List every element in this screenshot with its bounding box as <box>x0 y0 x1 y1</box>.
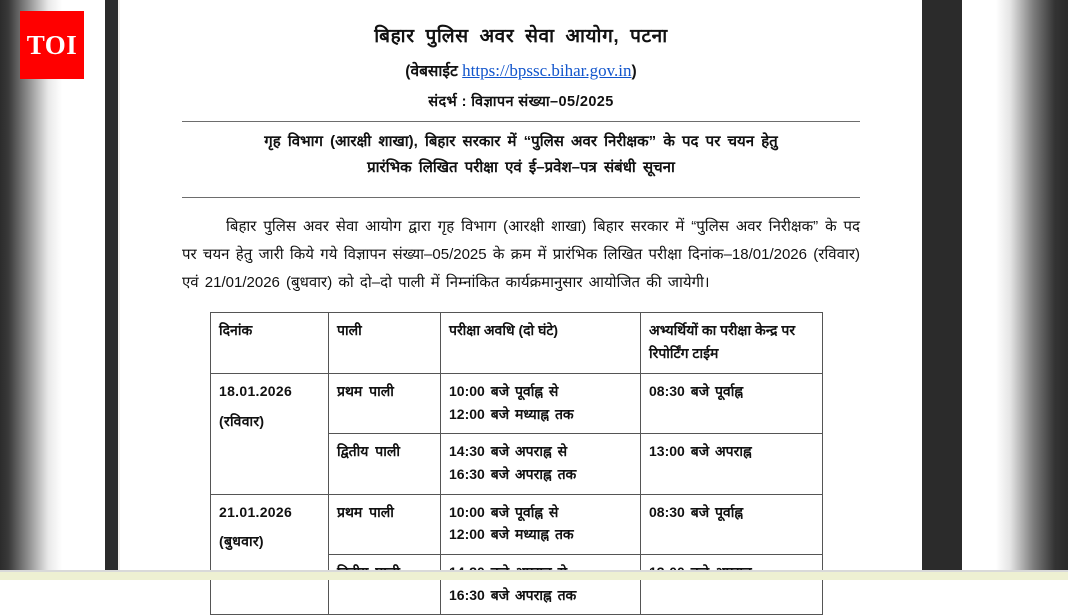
subject-heading <box>182 122 860 188</box>
viewer-edge-shade-left <box>0 0 62 580</box>
table-header <box>211 313 823 374</box>
column-header-reporting-line2: पर रिपोर्टिंग टाईम <box>649 322 796 361</box>
cell-duration-1-1 <box>441 555 641 615</box>
table-header-row <box>211 313 823 374</box>
cell-shift-1-1 <box>329 555 441 615</box>
cell-duration-0-1 <box>441 434 641 494</box>
cell-shift-0-0: प्रथम पाली <box>329 374 441 434</box>
column-header-reporting-line1: अभ्यर्थियों का परीक्षा केन्द्र <box>649 322 778 339</box>
duration-line2-0-0: 12:00 बजे मध्याह्न तक <box>449 405 574 422</box>
subject-line-1: गृह विभाग (आरक्षी शाखा), बिहार सरकार में “पुलिस अवर निरीक्षक” के पद पर चयन हेतु <box>264 133 778 150</box>
website-prefix-label: (वेबसाईट <box>405 63 463 80</box>
cell-duration-1-0 <box>441 494 641 554</box>
bottom-accent-strip <box>0 572 1068 580</box>
reference-line: संदर्भ : विज्ञापन संख्या–05/2025 <box>428 94 614 110</box>
cell-date-1 <box>211 494 329 615</box>
duration-line2-1-1: 16:30 बजे अपराह्न तक <box>449 586 577 603</box>
page-gutter-hairline <box>118 0 120 574</box>
body-paragraph: बिहार पुलिस अवर सेवा आयोग द्वारा गृह विभाग (आरक्षी शाखा) बिहार सरकार में “पुलिस अवर निरीक्षक” के पद पर चयन हेतु जारी किये गये विज्ञापन संख्या–05/2025 के क्रम में प्रारंभिक लिखित परीक्षा दिनांक–18/01/2026 (रविवार) एवं 21/01/2026 (बुधवार) को दो–दो पाली में निम्नांकित कार्यक्रमानुसार आयोजित की जायेगी। <box>182 217 860 291</box>
cell-date-0 <box>211 374 329 495</box>
document-page <box>120 0 922 603</box>
cell-reporting-0-1: 13:00 बजे अपराह्न <box>641 434 823 494</box>
duration-line1-0-1: 14:30 बजे अपराह्न से <box>449 443 568 460</box>
website-line <box>182 59 860 81</box>
column-header-duration: परीक्षा अवधि (दो घंटे) <box>441 313 641 374</box>
cell-reporting-1-0: 08:30 बजे पूर्वाह्न <box>641 494 823 554</box>
cell-reporting-1-1 <box>641 555 823 615</box>
viewer-edge-shade-right <box>996 0 1068 580</box>
subject-line-2: प्रारंभिक लिखित परीक्षा एवं ई–प्रवेश–पत्र संबंधी सूचना <box>367 159 675 177</box>
page-gutter-left <box>105 0 118 574</box>
date-value-0: 18.01.2026 <box>219 383 293 400</box>
subject-rule-bottom <box>182 197 860 198</box>
duration-line1-1-0: 10:00 बजे पूर्वाह्न से <box>449 503 559 520</box>
website-suffix-label: ) <box>631 63 637 80</box>
column-header-shift: पाली <box>329 313 441 374</box>
organization-title: बिहार पुलिस अवर सेवा आयोग, पटना <box>374 26 668 47</box>
date-day-1: (बुधवार) <box>219 533 264 550</box>
toi-logo[interactable]: TOI <box>20 11 84 79</box>
date-day-0: (रविवार) <box>219 412 265 429</box>
cell-shift-1-0: प्रथम पाली <box>329 494 441 554</box>
cell-reporting-0-0: 08:30 बजे पूर्वाह्न <box>641 374 823 434</box>
duration-line2-0-1: 16:30 बजे अपराह्न तक <box>449 466 577 483</box>
date-value-1: 21.01.2026 <box>219 503 293 520</box>
table-row <box>211 494 823 554</box>
duration-line2-1-0: 12:00 बजे मध्याह्न तक <box>449 526 574 543</box>
table-row <box>211 374 823 434</box>
cell-duration-0-0 <box>441 374 641 434</box>
website-link[interactable]: https://bpssc.bihar.gov.in <box>462 61 632 80</box>
page-gutter-right <box>922 0 962 574</box>
cell-shift-0-1: द्वितीय पाली <box>329 434 441 494</box>
column-header-reporting <box>641 313 823 374</box>
column-header-date: दिनांक <box>211 313 329 374</box>
duration-line1-0-0: 10:00 बजे पूर्वाह्न से <box>449 383 559 400</box>
